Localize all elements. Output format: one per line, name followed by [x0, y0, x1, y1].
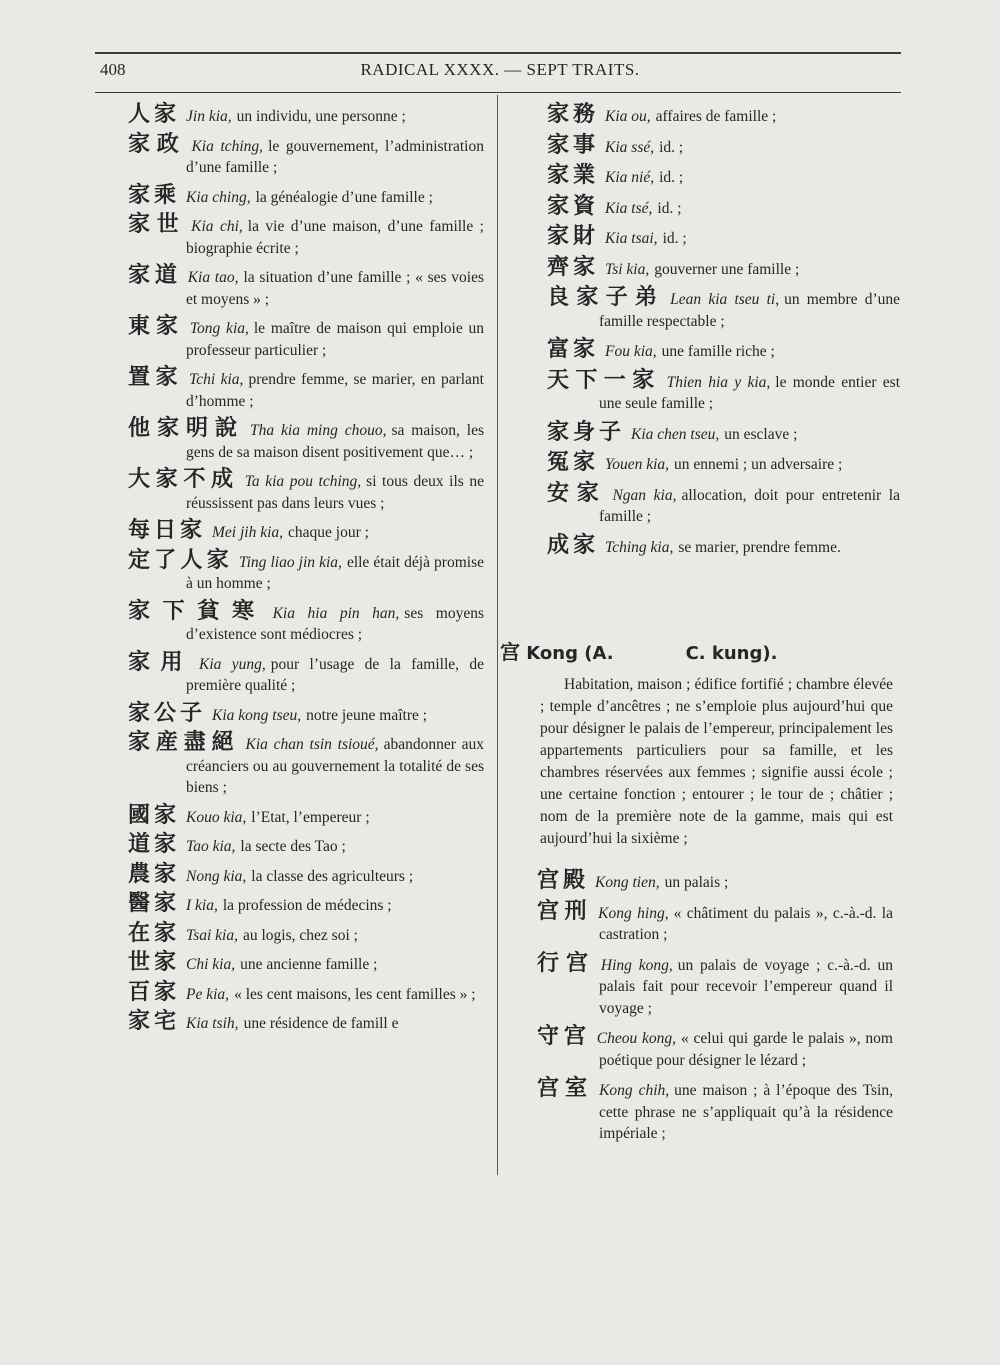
entry-definition: le maître de maison qui emploie un professeur particulier ;	[186, 320, 484, 359]
entry-characters: 大家不成	[128, 467, 239, 492]
entry-definition: une maison ; à l’époque des Tsin, cette phrase ne s’appliquait qu’à la résidence impériale ;	[599, 1082, 893, 1142]
entry-romanization: Hing kong,	[600, 956, 673, 974]
dictionary-entry	[547, 104, 900, 128]
entry-romanization: Kia tao,	[187, 269, 239, 286]
entry-characters: 宫殿	[537, 868, 590, 893]
dictionary-entry	[547, 532, 900, 559]
entry-romanization: Ngan kia,	[612, 486, 677, 504]
entry-definition: une résidence de famill e	[243, 1015, 399, 1032]
entry-characters: 定了人家	[128, 547, 233, 573]
entry-romanization: Kia tching,	[191, 137, 264, 155]
dictionary-entry	[547, 226, 900, 250]
entry-definition: le gouvernement, l’administration d’une famille ;	[186, 137, 484, 176]
entry-romanization: Cheou kong,	[596, 1030, 677, 1047]
dictionary-entry	[128, 1011, 484, 1035]
dictionary-entry	[128, 547, 484, 595]
entry-definition: la situation d’une famille ; « ses voies et moyens » ;	[186, 269, 484, 308]
entry-characters: 行宫	[537, 950, 595, 976]
entry-characters: 家道	[128, 263, 182, 288]
entry-definition: l’Etat, l’empereur ;	[251, 808, 370, 826]
column-divider	[497, 95, 498, 1175]
dictionary-entry	[537, 870, 893, 894]
entry-characters: 醫家	[128, 891, 181, 916]
entry-romanization: Kouo kia,	[186, 808, 247, 826]
entry-characters: 宫室	[537, 1076, 594, 1101]
entry-characters: 家務	[547, 102, 600, 127]
entry-romanization: Kia tsé,	[605, 199, 653, 217]
entry-romanization: Kia tsih,	[186, 1015, 239, 1032]
entry-characters: 家用	[128, 649, 193, 675]
dictionary-entry	[547, 452, 900, 476]
entry-romanization: Kia kong tseu,	[212, 706, 302, 724]
entry-romanization: Kia yung,	[199, 655, 266, 673]
section-title: Kong (A.	[526, 643, 614, 664]
entry-characters: 家乘	[128, 182, 181, 208]
dictionary-entry	[547, 287, 900, 332]
entry-romanization: Kia ssé,	[605, 138, 655, 156]
entry-definition: une famille riche ;	[661, 343, 775, 360]
entry-definition: elle était déjà promise à un homme ;	[186, 553, 484, 592]
dictionary-entry	[128, 952, 484, 976]
entry-definition: id. ;	[662, 230, 687, 247]
dictionary-entry	[128, 598, 484, 646]
dictionary-entry	[547, 193, 900, 220]
entry-characters: 成家	[547, 532, 600, 558]
dictionary-entry	[537, 950, 893, 1020]
entry-definition: chaque jour ;	[288, 524, 369, 541]
entry-definition: gouverner une famille ;	[654, 260, 800, 278]
header-rule-bottom	[95, 92, 901, 93]
entry-romanization: Nong kia,	[186, 867, 247, 885]
entry-definition: notre jeune maître ;	[306, 706, 428, 724]
dictionary-entry	[128, 979, 484, 1006]
entry-definition: la classe des agriculteurs ;	[251, 867, 414, 885]
entry-characters: 家資	[547, 193, 600, 219]
dictionary-entry	[537, 1078, 893, 1145]
entry-definition: « les cent maisons, les cent familles » ;	[234, 985, 476, 1003]
entry-definition: une ancienne famille ;	[240, 956, 378, 973]
entry-romanization: Ting liao jin kia,	[238, 553, 342, 571]
dictionary-entry	[547, 132, 900, 159]
entry-romanization: Fou kia,	[605, 343, 657, 360]
dictionary-entry	[547, 339, 900, 363]
section-entries	[537, 870, 893, 1152]
dictionary-entry	[128, 214, 484, 259]
right-column	[547, 104, 900, 565]
dictionary-entry	[128, 920, 484, 947]
entry-definition: abandonner aux créanciers ou au gouvernement la totalité de ses biens ;	[186, 736, 484, 796]
dictionary-entry	[547, 254, 900, 281]
entry-romanization: Ta kia pou tching,	[244, 473, 362, 490]
entry-romanization: Kia ching,	[186, 188, 251, 206]
entry-characters: 在家	[128, 920, 181, 946]
dictionary-entry	[547, 419, 900, 446]
dictionary-entry	[128, 469, 484, 514]
entry-romanization: Kia tsai,	[605, 230, 658, 247]
entry-characters: 冤家	[547, 450, 600, 475]
entry-characters: 家政	[128, 131, 186, 157]
dictionary-entry	[128, 182, 484, 209]
entry-romanization: Kong chih,	[599, 1082, 670, 1099]
dictionary-entry	[128, 732, 484, 799]
entry-characters: 家身子	[547, 419, 626, 445]
section-title-2: C. kung).	[685, 643, 778, 664]
section-definition: Habitation, maison ; édifice fortifié ; chambre élevée ; temple d’ancêtres ; ne s’emploie plus aujourd’hui que pour désigner le palais de l’empereur, principalement les appartements particuliers pour sa famille, et les chambres réservées aux femmes ; signifie aussi école ; une certaine fonction ; entourer ; le tour de ; châtier ; nom de la première note de la gamme, mais qui est aujourd’hui la sixième ;	[540, 676, 893, 847]
entry-characters: 家事	[547, 132, 600, 158]
dictionary-entry	[128, 861, 484, 888]
entry-characters: 守宫	[537, 1024, 591, 1049]
entry-romanization: I kia,	[186, 897, 218, 914]
entry-romanization: Tao kia,	[186, 838, 236, 855]
entry-characters: 國家	[128, 802, 181, 828]
entry-characters: 家宅	[128, 1009, 181, 1034]
entry-romanization: Chi kia,	[186, 956, 236, 973]
entry-definition: un individu, une personne ;	[236, 108, 406, 125]
entry-definition: un membre d’une famille respectable ;	[599, 291, 900, 330]
left-column	[128, 104, 484, 1041]
entry-romanization: Tchi kia,	[189, 371, 244, 388]
dictionary-entry	[128, 893, 484, 917]
entry-definition: « châtiment du palais », c.-à.-d. la castration ;	[599, 904, 893, 943]
page-number: 408	[100, 60, 126, 79]
entry-romanization: Thien hia y kia,	[666, 373, 771, 391]
entry-definition: un esclave ;	[724, 425, 798, 443]
entry-characters: 道家	[128, 832, 181, 857]
entry-characters: 宫刑	[537, 898, 593, 924]
entry-definition: la profession de médecins ;	[222, 897, 392, 914]
entry-definition: allocation, doit pour entretenir la famille ;	[599, 486, 900, 525]
entry-romanization: Kia nié,	[605, 169, 655, 186]
entry-romanization: Tching kia,	[605, 538, 674, 556]
entry-definition: ses moyens d’existence sont médiocres ;	[186, 604, 484, 643]
entry-romanization: Jin kia,	[186, 108, 232, 125]
running-title: RADICAL XXXX. — SEPT TRAITS.	[360, 60, 640, 79]
entry-characters: 東家	[128, 314, 184, 339]
dictionary-entry	[128, 265, 484, 310]
entry-definition: prendre femme, se marier, en parlant d’homme ;	[186, 371, 484, 410]
entry-characters: 百家	[128, 979, 181, 1005]
entry-romanization: Kia chan tsin tsioué,	[245, 736, 379, 753]
entry-characters: 富家	[547, 337, 600, 362]
entry-definition: id. ;	[657, 199, 682, 217]
entry-romanization: Tsi kia,	[605, 260, 650, 278]
section-heading	[500, 636, 777, 665]
entry-characters: 家業	[547, 163, 600, 188]
entry-characters: 每日家	[128, 518, 207, 543]
entry-romanization: Kong tien,	[595, 874, 660, 891]
entry-definition: la vie d’une maison, d’une famille ; biographie écrite ;	[186, 218, 484, 257]
entry-romanization: Tsai kia,	[186, 926, 238, 944]
entry-characters: 安家	[547, 480, 607, 506]
dictionary-entry	[547, 165, 900, 189]
dictionary-entry	[547, 480, 900, 528]
entry-definition: sa maison, les gens de sa maison disent positivement que… ;	[186, 422, 485, 461]
dictionary-entry	[128, 834, 484, 858]
entry-characters: 天下一家	[547, 367, 661, 393]
entry-characters: 良家子弟	[547, 285, 665, 310]
entry-characters: 農家	[128, 861, 181, 887]
entry-romanization: Mei jih kia,	[212, 524, 284, 541]
entry-romanization: Lean kia tseu ti,	[670, 291, 780, 308]
entry-romanization: Kia ou,	[605, 108, 651, 125]
entry-romanization: Tong kia,	[189, 320, 249, 337]
dictionary-entry	[128, 520, 484, 544]
entry-definition: un ennemi ; un adversaire ;	[674, 456, 843, 473]
entry-romanization: Kong hing,	[598, 904, 669, 922]
entry-definition: au logis, chez soi ;	[243, 926, 358, 944]
entry-characters: 人家	[128, 102, 181, 127]
entry-characters: 世家	[128, 950, 181, 975]
dictionary-entry	[128, 104, 484, 128]
entry-romanization: Kia chen tseu,	[631, 425, 720, 443]
entry-characters: 齊家	[547, 254, 600, 280]
entry-romanization: Tha kia ming chouo,	[250, 422, 387, 439]
entry-definition: le monde entier est une seule famille ;	[599, 373, 900, 412]
entry-definition: si tous deux ils ne réussissent pas dans leurs vues ;	[186, 473, 484, 512]
entry-definition: id. ;	[659, 169, 684, 186]
entry-characters: 家公子	[128, 700, 207, 726]
entry-definition: id. ;	[659, 138, 684, 156]
dictionary-entry	[537, 1026, 893, 1071]
entry-characters: 家産盡絕	[128, 730, 240, 755]
dictionary-entry	[128, 131, 484, 179]
entry-romanization: Kia hia pin han,	[272, 604, 400, 622]
dictionary-entry	[128, 802, 484, 829]
entry-romanization: Youen kia,	[605, 456, 670, 473]
entry-characters: 他家明說	[128, 416, 245, 441]
entry-definition: « celui qui garde le palais », nom poétique pour désigner le lézard ;	[599, 1030, 893, 1069]
entry-definition: un palais de voyage ; c.-à.-d. un palais fait pour recevoir l’empereur quand il voyage ;	[599, 956, 893, 1017]
entry-characters: 家世	[128, 212, 186, 237]
header-rule-top	[95, 52, 901, 54]
entry-romanization: Pe kia,	[186, 985, 230, 1003]
section-character: 宫	[500, 640, 520, 664]
dictionary-entry	[537, 898, 893, 946]
entry-definition: se marier, prendre femme.	[678, 538, 841, 556]
dictionary-entry	[547, 367, 900, 415]
entry-definition: la secte des Tao ;	[240, 838, 346, 855]
entry-characters: 家財	[547, 224, 600, 249]
entry-romanization: Kia chi,	[191, 218, 243, 235]
entry-definition: affaires de famille ;	[655, 108, 777, 125]
entry-characters: 置家	[128, 365, 184, 390]
entry-characters: 家下貧寒	[128, 598, 267, 624]
dictionary-entry	[128, 418, 484, 463]
entry-definition: la généalogie d’une famille ;	[255, 188, 433, 206]
dictionary-entry	[128, 367, 484, 412]
entry-definition: pour l’usage de la famille, de première qualité ;	[186, 655, 485, 694]
entry-definition: un palais ;	[664, 874, 729, 891]
dictionary-entry	[128, 316, 484, 361]
dictionary-entry	[128, 649, 485, 697]
dictionary-entry	[128, 700, 484, 727]
